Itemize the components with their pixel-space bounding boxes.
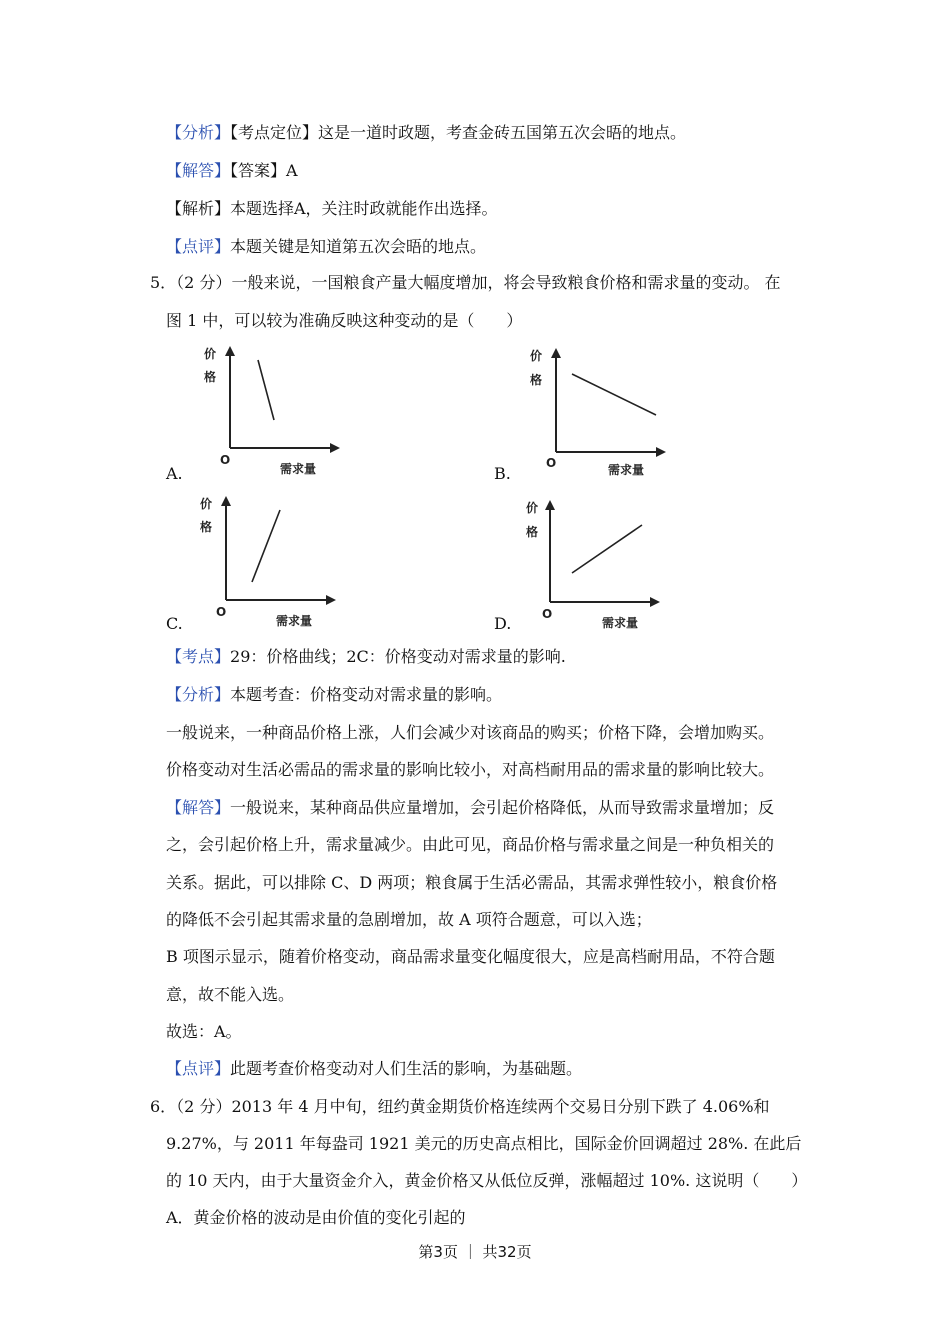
axis-y-label-2: 格 xyxy=(204,370,217,384)
q5-stem-line2: 图 1 中，可以较为准确反映这种变动的是（ ） xyxy=(166,311,523,330)
explanation-text: 【解析】本题选择A，关注时政就能作出选择。 xyxy=(166,199,498,218)
analysis-text: 【考点定位】这是一道时政题，考查金砖五国第五次会晤的地点。 xyxy=(230,123,687,142)
q6-option-a: A．黄金价格的波动是由价值的变化引起的 xyxy=(166,1208,466,1227)
x-axis-arrow xyxy=(326,595,336,605)
jieda-text-1: 一般说来，某种商品供应量增加，会引起价格降低，从而导致需求量增加；反 xyxy=(230,798,775,817)
origin-label: O xyxy=(542,607,553,621)
comment-line xyxy=(166,236,486,258)
jieda-line-3: 关系。据此，可以排除 C、D 两项；粮食属于生活必需品，其需求弹性较小，粮食价格 xyxy=(166,873,778,892)
axis-x-label: 需求量 xyxy=(276,614,313,628)
dianping-line xyxy=(166,1058,582,1080)
fenxi-line xyxy=(166,684,502,706)
chart-a xyxy=(190,340,350,485)
fenxi-line-3: 价格变动对生活必需品的需求量的影响比较小，对高档耐用品的需求量的影响比较大。 xyxy=(166,760,775,779)
jieda-line-1 xyxy=(166,797,774,819)
tag-fenxi: 【分析】 xyxy=(166,685,231,704)
option-c-label: C. xyxy=(166,614,183,633)
chart-c xyxy=(190,490,350,635)
tag-dianping: 【点评】 xyxy=(166,1059,231,1078)
y-axis-arrow xyxy=(545,500,555,510)
origin-label: O xyxy=(216,605,227,619)
axis-y-label-1: 价 xyxy=(530,349,543,363)
option-d-label: D. xyxy=(494,614,512,633)
jieda-line-2: 之，会引起价格上升，需求量减少。由此可见，商品价格与需求量之间是一种负相关的 xyxy=(166,835,775,854)
q6-stem-line2: 9.27%，与 2011 年每盎司 1921 美元的历史高点相比，国际金价回调超过 28%. 在此后 xyxy=(166,1134,802,1153)
q5-stem-line1: 5．（2 分）一般来说，一国粮食产量大幅度增加，将会导致粮食价格和需求量的变动。 在 xyxy=(150,273,781,292)
option-b-label: B. xyxy=(494,464,511,483)
explanation-line xyxy=(166,198,498,220)
fenxi-text: 本题考查：价格变动对需求量的影响。 xyxy=(230,685,503,704)
answer-choice-line: 故选：A。 xyxy=(166,1022,242,1041)
y-axis-arrow xyxy=(225,346,235,356)
q6-stem-line1: 6．（2 分）2013 年 4 月中旬，纽约黄金期货价格连续两个交易日分别下跌了 4.06%和 xyxy=(150,1097,770,1116)
x-axis-arrow xyxy=(330,443,340,453)
axis-y-label-1: 价 xyxy=(204,347,217,361)
q6-stem-line3: 的 10 天内，由于大量资金介入，黄金价格又从低位反弹，涨幅超过 10%. 这说明（ ） xyxy=(166,1171,808,1190)
tag-dianping: 【点评】 xyxy=(166,237,231,256)
jieda-line-5: B 项图示显示，随着价格变动，商品需求量变化幅度很大，应是高档耐用品，不符合题 xyxy=(166,947,775,966)
answer-text: 【答案】A xyxy=(230,161,298,180)
demand-curve-c xyxy=(252,510,280,582)
axis-y-label-2: 格 xyxy=(530,373,543,387)
axis-y-label-1: 价 xyxy=(526,501,539,515)
dianping-text: 此题考查价格变动对人们生活的影响，为基础题。 xyxy=(230,1059,583,1078)
axis-x-label: 需求量 xyxy=(608,463,645,477)
x-axis-arrow xyxy=(656,447,666,457)
fenxi-line-2: 一般说来，一种商品价格上涨，人们会减少对该商品的购买；价格下降，会增加购买。 xyxy=(166,723,775,742)
jieda-line-4: 的降低不会引起其需求量的急剧增加，故 A 项符合题意，可以入选； xyxy=(166,910,652,929)
jieda-line-6: 意，故不能入选。 xyxy=(166,985,295,1004)
tag-jieda: 【解答】 xyxy=(166,161,231,180)
demand-curve-d xyxy=(572,525,642,573)
axis-y-label-1: 价 xyxy=(200,497,213,511)
analysis-line xyxy=(166,122,686,144)
axis-x-label: 需求量 xyxy=(280,462,317,476)
kaodian-line xyxy=(166,646,566,668)
demand-curve-a xyxy=(258,360,274,420)
axis-x-label: 需求量 xyxy=(602,616,639,630)
tag-kaodian: 【考点】 xyxy=(166,647,231,666)
chart-d xyxy=(518,490,678,635)
page-footer: 第3页 ｜ 共32页 xyxy=(418,1243,532,1261)
chart-b xyxy=(518,340,678,485)
x-axis-arrow xyxy=(650,597,660,607)
tag-fenxi: 【分析】 xyxy=(166,123,231,142)
origin-label: O xyxy=(220,453,231,467)
answer-line xyxy=(166,160,298,182)
option-a-label: A. xyxy=(166,464,183,483)
tag-jieda: 【解答】 xyxy=(166,798,231,817)
axis-y-label-2: 格 xyxy=(200,520,213,534)
axis-y-label-2: 格 xyxy=(526,525,539,539)
demand-curve-b xyxy=(572,374,656,415)
y-axis-arrow xyxy=(221,496,231,506)
comment-text: 本题关键是知道第五次会晤的地点。 xyxy=(230,237,487,256)
y-axis-arrow xyxy=(551,348,561,358)
origin-label: O xyxy=(546,456,557,470)
kaodian-text: 29：价格曲线；2C：价格变动对需求量的影响. xyxy=(230,647,566,666)
